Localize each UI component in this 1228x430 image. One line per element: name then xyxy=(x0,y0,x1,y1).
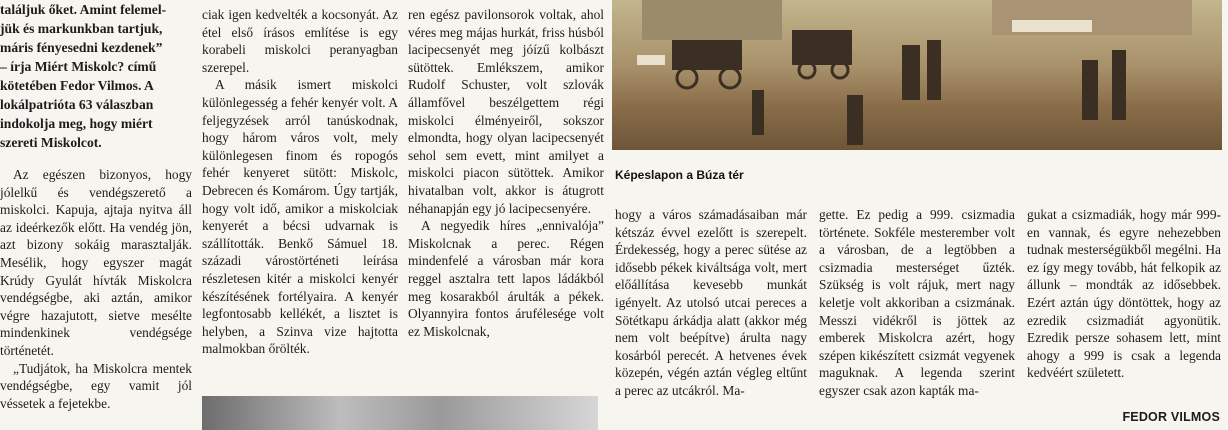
bottom-photo xyxy=(202,396,598,430)
paragraph: gette. Ez pedig a 999. csizmadia története. Sokféle mesterember volt a városban, de a legtöbben a csizmadia mesterséget űzték. Szükség is volt rájuk, mert nagy keletje volt akkoriban a csizmának. Messzi vidékről is jöttek az emberek Miskolcra azért, hogy szépen kikészített csizmát vegyenek maguknak. A legenda szerint egyszer csak azon kapták ma- xyxy=(819,207,1015,398)
article-lead xyxy=(0,0,192,152)
paragraph: ciak igen kedvelték a kocsonyát. Az étel első írásos említése is egy korabeli miskolci peranyagban szerepel. xyxy=(202,7,398,75)
paragraph: A másik ismert miskolci különlegesség a fehér kenyér volt. A feljegyzések arról tanúskodnak, hogy három város volt, mely különlegesen finom és ropogós fehér kenyeret sütött: Miskolc, Debrecen és Komárom. Úgy tartják, hogy volt idő, amikor a miskolciak kenyerét a bécsi udvarnak is szállították. Benkő Sámuel 18. századi várostörténeti leírása részletesen kitér a miskolci kenyér készítésének fortélyaira. A kenyér legfontosabb kellékét, a lisztet is helyben, a Szinva vize hajtotta malmokban őrölték. xyxy=(202,77,398,357)
paragraph: ren egész pavilonsorok voltak, ahol véres meg májas hurkát, friss húsból lacipecsenyét meg jóízű kolbászt sütöttek. Emlékszem, amikor Rudolf Schuster, volt szlovák államfővel beszélgettem régi miskolci élményeiről, sokszor elmondta, hogy olyan lacipecsenyét sehol sem evett, mint amilyet a miskolci piacon sütöttek. Amikor hivatalban volt, akkor is átugrott néhanapján egy jó lacipecsenyére. xyxy=(408,7,604,216)
lead-line: indokolja meg, hogy miért xyxy=(0,116,153,131)
article-column-1 xyxy=(0,0,192,426)
paragraph: Az egészen bizonyos, hogy jólelkű és vendégszerető a miskolci. Kapuja, ajtaja nyitva áll az ideérkezők előtt. Ha vendég jön, azt bizony sokáig marasztalják. Mesélik, hogy egyszer magát Krúdy Gyulát hívták Miskolcra vendégségbe, aki aztán, amikor végre hazajutott, sietve mesélte mindenkinek vendégsége történetét. xyxy=(0,167,192,358)
lead-line: jük és markunkban tartjuk, xyxy=(0,21,163,36)
author-byline: FEDOR VILMOS xyxy=(1122,410,1220,424)
lead-line: máris fényesedni kezdenek” xyxy=(0,40,163,55)
photo-caption: Képeslapon a Búza tér xyxy=(615,168,744,182)
article-column-5 xyxy=(819,206,1015,426)
lead-line: – írja Miért Miskolc? című xyxy=(0,59,157,74)
paragraph: hogy a város számadásaiban már kétszáz évvel ezelőtt is szerepelt. Érdekesség, hogy a perec sütése az idősebb pékek kiváltsága volt, mert előállítása kevesebb munkát igényelt. Az utolsó utcai pereces a Sötétkapu árkádja alatt (akkor még nem volt beépítve) árulta nagy kosárból perecét. A hetvenes évek közepén, végén aztán végleg eltűnt a perec az utcákról. Ma- xyxy=(615,207,807,398)
article-column-3 xyxy=(408,6,604,366)
paragraph: gukat a csizmadiák, hogy már 999-en vannak, és egyre nehezebben tudnak mesterségükből megélni. Ha ez így megy tovább, hát felkopik az állunk – mondták az idősebbek. Ezért aztán úgy döntöttek, hogy az ezredik csizmadiát agyonütik. Ezredik persze sohasem lett, mint ahogy a 999 is csak a legenda kedvéért született. xyxy=(1027,207,1221,381)
lead-line: kötetében Fedor Vilmos. A xyxy=(0,78,154,93)
article-column-4 xyxy=(615,206,807,426)
photo-illustration xyxy=(612,0,1222,150)
lead-line: szereti Miskolcot. xyxy=(0,135,102,150)
paragraph: „Tudjátok, ha Miskolcra mentek vendégségbe, egy vamit jól véssetek a fejetekbe. xyxy=(0,360,192,411)
lead-line: lokálpatrióta 63 válaszban xyxy=(0,97,154,112)
postcard-photo-buza-ter xyxy=(612,0,1222,150)
paragraph: A negyedik híres „ennivalója” Miskolcnak a perec. Régen mindenfelé a városban már kora reggel asztalra tett lapos ládákból meg kosarakból árulták a pékek. Olyannyira fontos árufélesége volt ez Miskolcnak, xyxy=(408,218,604,339)
article-column-2 xyxy=(202,6,398,390)
lead-line: találjuk őket. Amint felemel- xyxy=(0,2,167,17)
article-column-6 xyxy=(1027,206,1221,426)
